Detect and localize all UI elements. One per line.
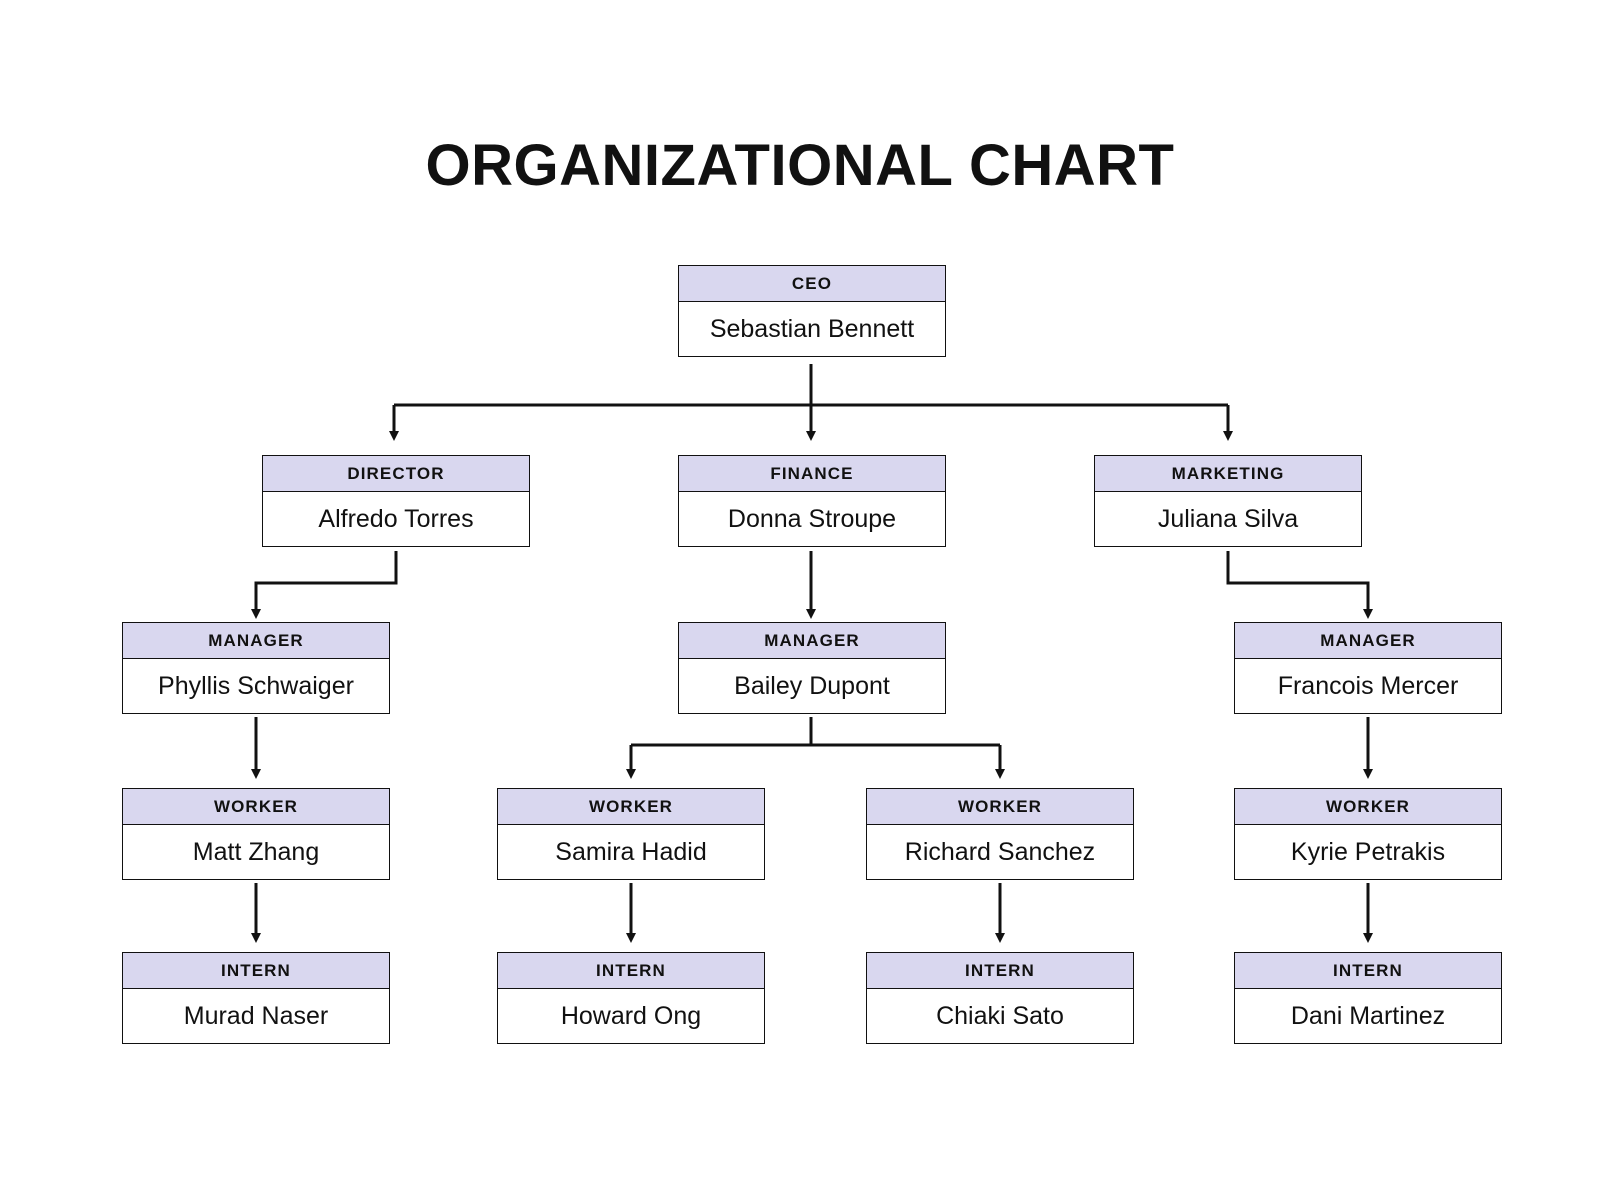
org-node-name: Chiaki Sato	[936, 1002, 1064, 1030]
org-node-name: Matt Zhang	[192, 838, 320, 866]
org-node-role: MARKETING	[1095, 456, 1361, 492]
org-node-role: MANAGER	[679, 623, 945, 659]
org-node-intern-4[interactable]	[1234, 952, 1502, 1044]
org-node-finance[interactable]	[678, 455, 946, 547]
org-node-role: INTERN	[1235, 953, 1501, 989]
org-node-role: WORKER	[498, 789, 764, 825]
org-node-manager-2[interactable]	[678, 622, 946, 714]
org-node-name: Samira Hadid	[555, 838, 707, 866]
org-node-intern-1[interactable]	[122, 952, 390, 1044]
org-node-name: Phyllis Schwaiger	[158, 672, 354, 700]
org-node-name: Francois Mercer	[1277, 672, 1459, 700]
org-node-name: Sebastian Bennett	[709, 315, 915, 343]
org-node-worker-2[interactable]	[497, 788, 765, 880]
org-node-name: Dani Martinez	[1290, 1002, 1446, 1030]
org-node-role: MANAGER	[123, 623, 389, 659]
org-node-name: Richard Sanchez	[904, 838, 1096, 866]
org-node-worker-3[interactable]	[866, 788, 1134, 880]
org-node-name: Howard Ong	[560, 1002, 702, 1030]
org-node-worker-4[interactable]	[1234, 788, 1502, 880]
org-node-role: INTERN	[867, 953, 1133, 989]
org-node-marketing[interactable]	[1094, 455, 1362, 547]
org-node-name: Alfredo Torres	[318, 505, 474, 533]
org-node-role: CEO	[679, 266, 945, 302]
org-node-intern-3[interactable]	[866, 952, 1134, 1044]
org-node-name: Juliana Silva	[1157, 505, 1299, 533]
org-node-ceo[interactable]	[678, 265, 946, 357]
org-node-manager-1[interactable]	[122, 622, 390, 714]
org-node-role: WORKER	[867, 789, 1133, 825]
org-node-role: FINANCE	[679, 456, 945, 492]
org-node-role: INTERN	[498, 953, 764, 989]
org-node-name: Donna Stroupe	[727, 505, 897, 533]
org-node-name: Kyrie Petrakis	[1290, 838, 1446, 866]
org-node-name: Bailey Dupont	[734, 672, 890, 700]
org-node-role: WORKER	[1235, 789, 1501, 825]
org-node-worker-1[interactable]	[122, 788, 390, 880]
org-node-director[interactable]	[262, 455, 530, 547]
org-node-name: Murad Naser	[183, 1002, 329, 1030]
org-node-role: WORKER	[123, 789, 389, 825]
org-node-intern-2[interactable]	[497, 952, 765, 1044]
page-title: ORGANIZATIONAL CHART	[425, 133, 1175, 198]
org-node-manager-3[interactable]	[1234, 622, 1502, 714]
org-node-role: MANAGER	[1235, 623, 1501, 659]
org-node-role: INTERN	[123, 953, 389, 989]
org-node-role: DIRECTOR	[263, 456, 529, 492]
